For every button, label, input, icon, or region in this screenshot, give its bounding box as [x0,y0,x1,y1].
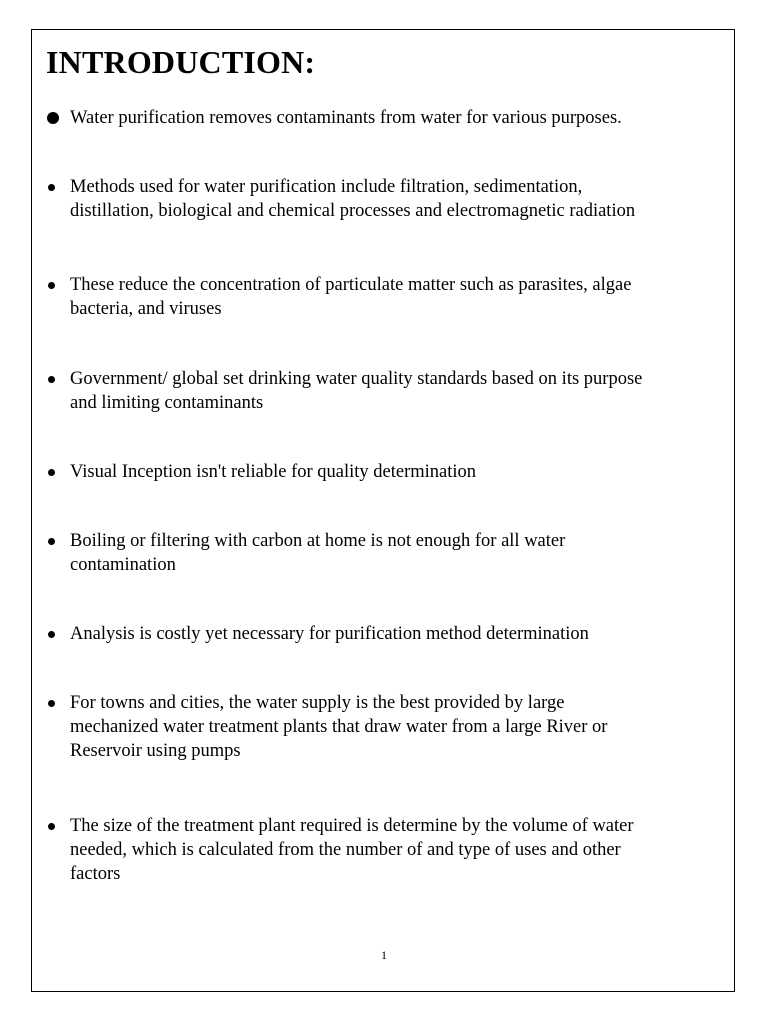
bullet-item-3 [46,273,716,321]
bullet-text: Government/ global set drinking water quality standards based on its purpose and limiting contaminants [70,369,643,413]
bullet-item-6 [46,529,716,577]
bullet-item-9 [46,814,716,886]
bullet-item-1 [46,106,716,130]
bullet-item-4 [46,367,716,415]
bullet-text: Visual Inception isn't reliable for quality determination [70,462,477,482]
bullet-text: These reduce the concentration of particulate matter such as parasites, algae bacteria, and viruses [70,275,632,319]
bullet-item-7 [46,622,716,646]
bullet-dot-icon [46,691,70,715]
page-number: 1 [381,948,387,962]
bullet-item-8 [46,691,716,763]
bullet-dot-icon [46,175,70,199]
bullet-text: The size of the treatment plant required is determine by the volume of water needed, which is calculated from the number of and type of uses and other factors [70,816,634,884]
bullet-item-5 [46,460,716,484]
page-title: INTRODUCTION: [46,44,316,80]
bullet-text: Boiling or filtering with carbon at home is not enough for all water contamination [70,531,566,575]
bullet-dot-icon [46,622,70,646]
bullet-dot-icon [46,460,70,484]
bullet-text: Water purification removes contaminants from water for various purposes. [70,108,622,128]
bullet-dot-icon [46,529,70,553]
bullet-dot-icon [46,273,70,297]
bullet-dot-icon [46,106,70,130]
bullet-text: Methods used for water purification include filtration, sedimentation, distillation, biological and chemical processes and electromagnetic radiation [70,177,636,221]
bullet-dot-icon [46,814,70,838]
bullet-item-2 [46,175,716,223]
bullet-dot-icon [46,367,70,391]
bullet-text: Analysis is costly yet necessary for purification method determination [70,624,589,644]
bullet-text: For towns and cities, the water supply is the best provided by large mechanized water treatment plants that draw water from a large River or Reservoir using pumps [70,693,608,761]
